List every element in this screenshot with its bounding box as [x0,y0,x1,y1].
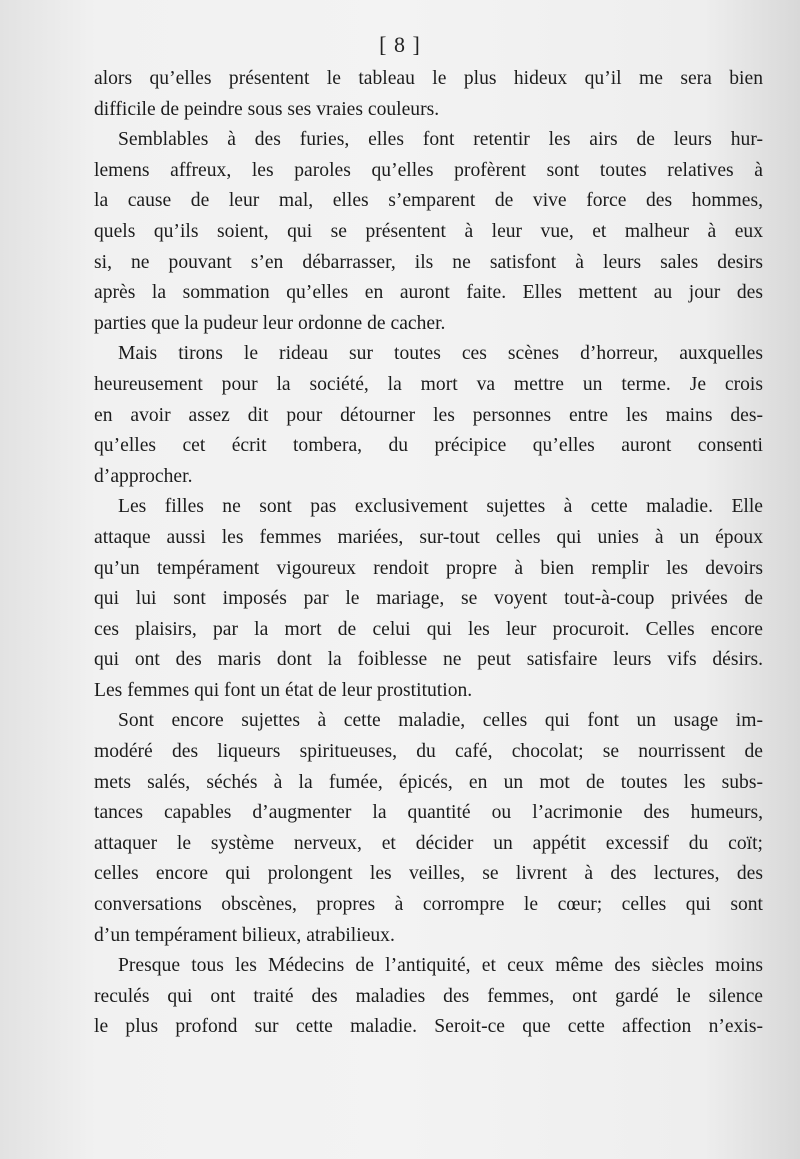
text-line: alors qu’elles présentent le tableau le plus hideux qu’il me sera bien [94,68,763,89]
text-line: attaquer le système nerveux, et décider un appétit excessif du coït; [94,832,763,854]
text-line: heureusement pour la société, la mort va mettre un terme. Je crois [94,373,763,395]
text-line: conversations obscènes, propres à corrompre le cœur; celles qui sont [94,894,763,916]
text-line: difficile de peindre sous ses vraies couleurs. [94,98,440,120]
text-line: Les filles ne sont pas exclusivement sujettes à cette maladie. Elle [118,496,763,518]
page-number: [ 8 ] [379,32,421,57]
text-line: si, ne pouvant s’en débarrasser, ils ne satisfont à leurs sales desirs [94,251,763,273]
body-text [94,64,763,1043]
text-line: la cause de leur mal, elles s’emparent de vive force des hommes, [94,190,763,212]
text-line: d’approcher. [94,465,193,487]
text-line: lemens affreux, les paroles qu’elles profèrent sont toutes relatives à [94,159,763,181]
text-line: parties que la pudeur leur ordonne de cacher. [94,312,446,334]
text-line: qu’un tempérament vigoureux rendoit propre à bien remplir les devoirs [94,557,763,579]
text-line: Les femmes qui font un état de leur prostitution. [94,679,473,701]
text-line: modéré des liqueurs spiritueuses, du café, chocolat; se nourrissent de [94,741,763,763]
text-line: celles encore qui prolongent les veilles, se livrent à des lectures, des [94,863,763,885]
text-line: mets salés, séchés à la fumée, épicés, en un mot de toutes les subs- [94,771,763,793]
text-line: reculés qui ont traité des maladies des femmes, ont gardé le silence [94,985,763,1007]
text-line: attaque aussi les femmes mariées, sur-tout celles qui unies à un époux [94,526,763,548]
text-line: le plus profond sur cette maladie. Seroit-ce que cette affection n’exis- [94,1016,763,1038]
text-line: en avoir assez dit pour détourner les personnes entre les mains des- [94,404,763,426]
text-line: ces plaisirs, par la mort de celui qui les leur procuroit. Celles encore [94,618,763,640]
text-line: après la sommation qu’elles en auront faite. Elles mettent au jour des [94,282,763,304]
text-line: d’un tempérament bilieux, atrabilieux. [94,924,395,946]
text-line: qu’elles cet écrit tombera, du précipice qu’elles auront consenti [94,435,763,457]
text-line: tances capables d’augmenter la quantité ou l’acrimonie des humeurs, [94,802,763,824]
text-line: Presque tous les Médecins de l’antiquité, et ceux même des siècles moins [118,955,763,977]
text-line: Mais tirons le rideau sur toutes ces scènes d’horreur, auxquelles [118,343,763,365]
text-line: quels qu’ils soient, qui se présentent à leur vue, et malheur à eux [94,220,763,242]
text-line: Sont encore sujettes à cette maladie, celles qui font un usage im- [118,710,763,732]
text-line: Semblables à des furies, elles font retentir les airs de leurs hur- [118,129,763,151]
text-line: qui lui sont imposés par le mariage, se voyent tout-à-coup privées de [94,588,763,610]
text-line: qui ont des maris dont la foiblesse ne peut satisfaire leurs vifs désirs. [94,649,763,671]
